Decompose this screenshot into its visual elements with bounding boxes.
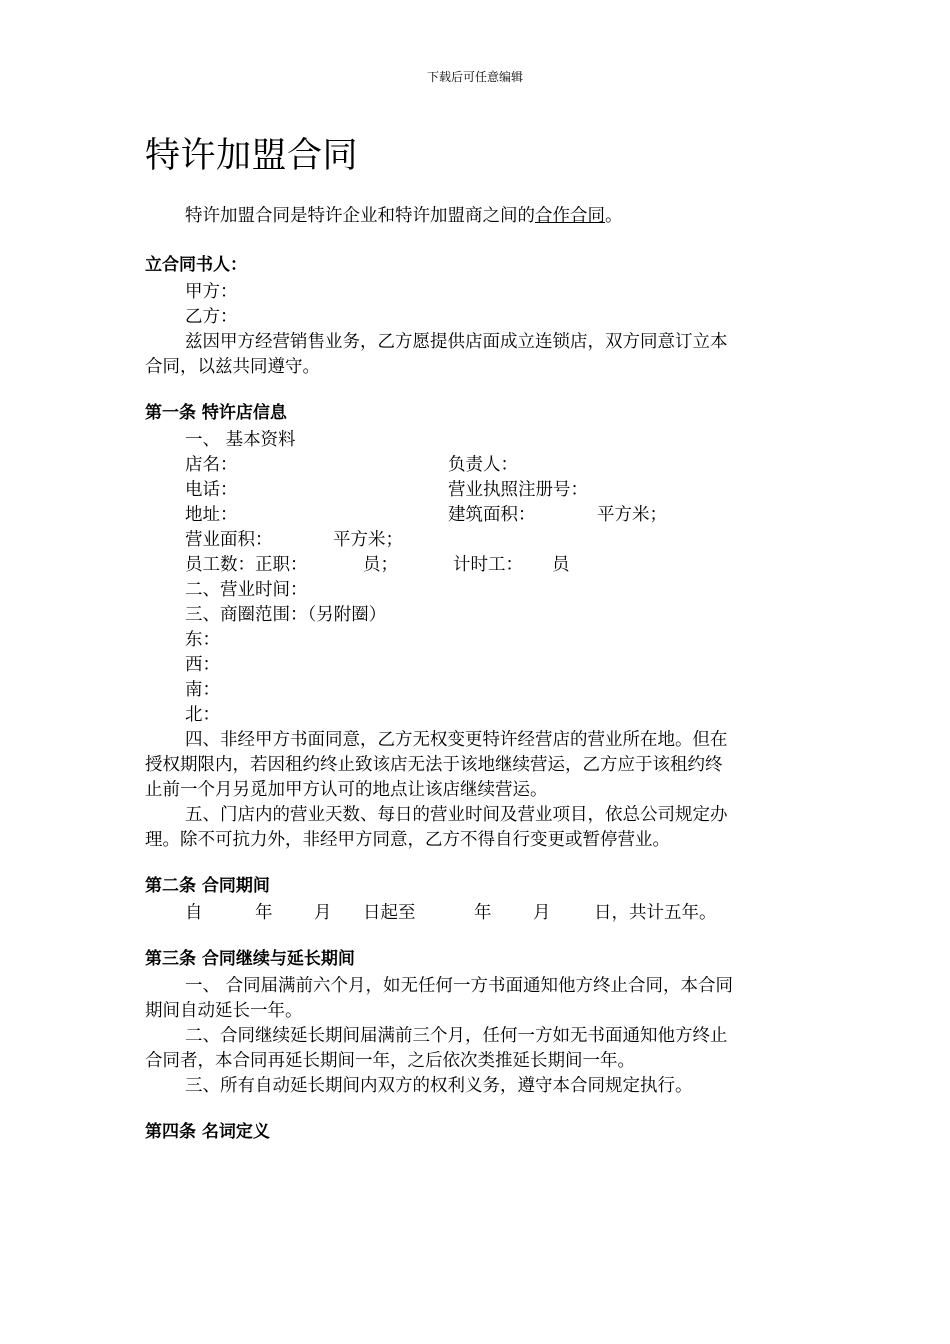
phone-label: 电话：	[185, 480, 238, 500]
staff-count-label: 员工数：正职：	[185, 555, 308, 575]
intro-end: 。	[605, 206, 623, 226]
west-label: 西：	[185, 655, 220, 675]
basic-info-label: 一、 基本资料	[185, 430, 296, 450]
business-area-unit: 平方米；	[333, 530, 403, 550]
clause-4-line-3: 止前一个月另觅加甲方认可的地点让该店继续营运。	[145, 780, 548, 800]
document-title: 特许加盟合同	[145, 136, 359, 176]
cooperation-contract-link[interactable]: 合作合同	[535, 206, 605, 226]
period-year-2: 年	[474, 903, 492, 923]
east-label: 东：	[185, 630, 220, 650]
intro-paragraph	[185, 204, 623, 229]
clause-4-line-1: 四、非经甲方书面同意，乙方无权变更特许经营店的营业所在地。但在	[185, 730, 728, 750]
license-number-label: 营业执照注册号：	[448, 480, 588, 500]
period-month-2: 月	[533, 903, 551, 923]
period-from: 自	[185, 903, 203, 923]
signers-heading: 立合同书人：	[145, 255, 247, 275]
renewal-clause-3: 三、所有自动延长期间内双方的权利义务，遵守本合同规定执行。	[185, 1076, 693, 1096]
period-month-1: 月	[314, 903, 332, 923]
store-name-label: 店名：	[185, 455, 238, 475]
intro-text: 特许加盟合同是特许企业和特许加盟商之间的	[185, 206, 535, 226]
article-4-heading: 第四条 名词定义	[145, 1122, 270, 1142]
clause-5-line-2: 理。除不可抗力外，非经甲方同意，乙方不得自行变更或暂停营业。	[145, 830, 670, 850]
renewal-clause-1-line-2: 期间自动延长一年。	[145, 1001, 303, 1021]
building-area-label: 建筑面积：	[448, 505, 536, 525]
building-area-unit: 平方米；	[597, 505, 667, 525]
hourly-staff-label: 计时工：	[453, 555, 523, 575]
article-1-heading: 第一条 特许店信息	[145, 403, 287, 423]
article-2-heading: 第二条 合同期间	[145, 876, 270, 896]
business-hours-label: 二、营业时间：	[185, 580, 308, 600]
address-label: 地址：	[185, 505, 238, 525]
page-header-note: 下载后可任意编辑	[426, 70, 523, 84]
period-day-2: 日，共计五年。	[594, 903, 717, 923]
clause-4-line-2: 授权期限内，若因租约终止致该店无法于该地继续营运，乙方应于该租约终	[145, 755, 723, 775]
recital-line-1: 兹因甲方经营销售业务，乙方愿提供店面成立连锁店，双方同意订立本	[185, 332, 728, 352]
article-3-heading: 第三条 合同继续与延长期间	[145, 949, 355, 969]
period-year-1: 年	[255, 903, 273, 923]
recital-line-2: 合同，以兹共同遵守。	[145, 357, 320, 377]
party-a-label: 甲方：	[185, 282, 238, 302]
manager-label: 负责人：	[448, 455, 518, 475]
party-b-label: 乙方：	[185, 307, 238, 327]
staff-unit-hourly: 员	[552, 555, 570, 575]
staff-unit-fulltime: 员；	[363, 555, 398, 575]
south-label: 南：	[185, 680, 220, 700]
north-label: 北：	[185, 705, 220, 725]
period-day-1: 日起至	[363, 903, 416, 923]
renewal-clause-2-line-1: 二、合同继续延长期间届满前三个月，任何一方如无书面通知他方终止	[185, 1026, 728, 1046]
renewal-clause-1-line-1: 一、 合同届满前六个月，如无任何一方书面通知他方终止合同，本合同	[185, 976, 734, 996]
business-area-label: 营业面积：	[185, 530, 273, 550]
trade-area-label: 三、商圈范围：（另附圈）	[185, 605, 387, 625]
clause-5-line-1: 五、门店内的营业天数、每日的营业时间及营业项目，依总公司规定办	[185, 805, 728, 825]
renewal-clause-2-line-2: 合同者，本合同再延长期间一年，之后依次类推延长期间一年。	[145, 1051, 635, 1071]
